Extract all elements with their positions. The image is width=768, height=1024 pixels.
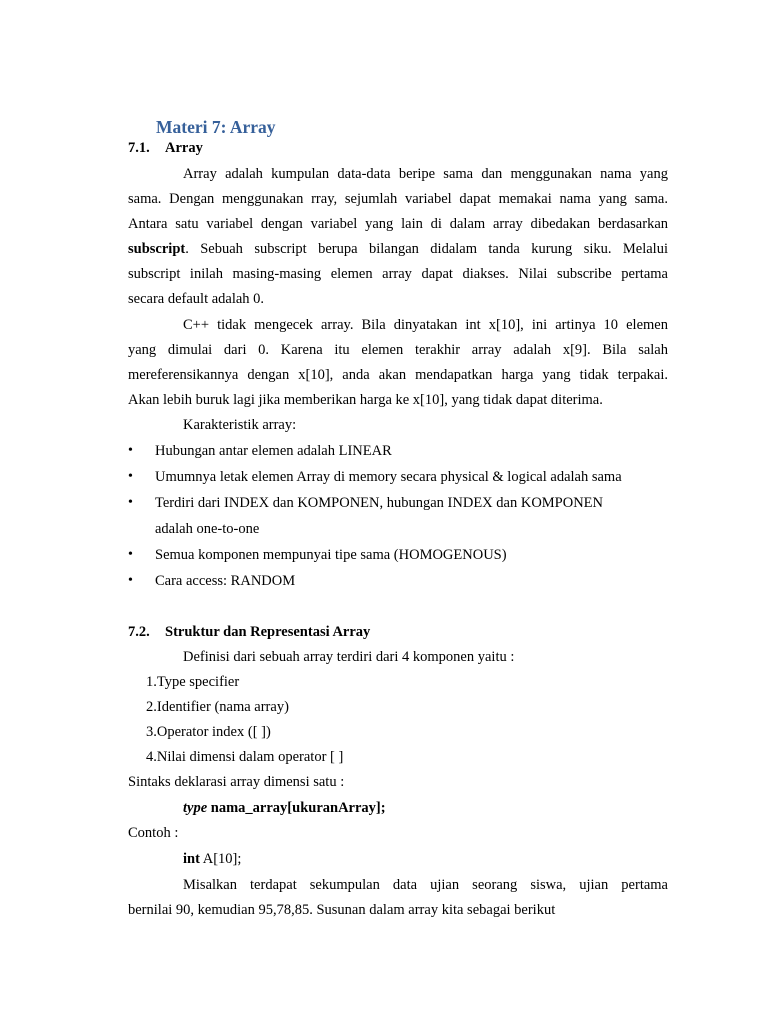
paragraph-line: Antara satu variabel dengan variabel yang lain di dalam array dibedakan berdasarkan xyxy=(128,216,668,232)
bold-term: subscript xyxy=(128,241,186,257)
paragraph-line: mereferensikannya dengan x[10], anda akan mendapatkan harga yang tidak terpakai. xyxy=(128,367,668,383)
list-item-text: Umumnya letak elemen Array di memory secara physical & logical adalah sama xyxy=(155,469,622,485)
list-item-text: adalah one-to-one xyxy=(155,521,260,537)
paragraph-line: C++ tidak mengecek array. Bila dinyatakan int x[10], ini artinya 10 elemen xyxy=(183,317,668,333)
syntax-text: nama_array[ukuranArray]; xyxy=(207,800,386,816)
paragraph-text: . Sebuah subscript berupa bilangan didalam tanda kurung siku. Melalui xyxy=(185,241,668,257)
paragraph-line: Akan lebih buruk lagi jika memberikan harga ke x[10], yang tidak dapat diterima. xyxy=(128,392,603,408)
list-item-text: Hubungan antar elemen adalah LINEAR xyxy=(155,443,392,459)
section-number: 7.1. xyxy=(128,140,150,156)
bullet-icon: • xyxy=(128,495,133,510)
paragraph-line: Array adalah kumpulan data-data beripe sama dan menggunakan nama yang xyxy=(183,166,668,182)
section-title: Array xyxy=(165,140,203,156)
numbered-item: 3.Operator index ([ ]) xyxy=(146,724,271,740)
code-line xyxy=(183,850,668,868)
paragraph-line: yang dimulai dari 0. Karena itu elemen terakhir array adalah x[9]. Bila salah xyxy=(128,342,668,358)
paragraph-line: subscript inilah masing-masing elemen array dapat diakses. Nilai subscribe pertama xyxy=(128,266,668,282)
paragraph-line: secara default adalah 0. xyxy=(128,291,265,307)
code-keyword: int xyxy=(183,851,200,867)
syntax-line xyxy=(183,799,668,817)
paragraph-line: Misalkan terdapat sekumpulan data ujian seorang siswa, ujian pertama xyxy=(183,877,668,893)
syntax-keyword: type xyxy=(183,800,208,816)
paragraph-line xyxy=(128,240,668,258)
paragraph-line: Definisi dari sebuah array terdiri dari 4 komponen yaitu : xyxy=(183,649,515,665)
numbered-item: 1.Type specifier xyxy=(146,674,240,690)
paragraph-line: sama. Dengan menggunakan rray, sejumlah variabel dapat memakai nama yang sama. xyxy=(128,191,668,207)
section-number: 7.2. xyxy=(128,624,150,640)
paragraph-line: bernilai 90, kemudian 95,78,85. Susunan dalam array kita sebagai berikut xyxy=(128,902,556,918)
section-heading-7-2 xyxy=(128,623,370,641)
section-heading-7-1 xyxy=(128,139,203,157)
numbered-item: 4.Nilai dimensi dalam operator [ ] xyxy=(146,749,344,765)
section-title: Struktur dan Representasi Array xyxy=(165,624,371,640)
paragraph-line: Contoh : xyxy=(128,825,179,841)
list-item-text: Semua komponen mempunyai tipe sama (HOMOGENOUS) xyxy=(155,547,507,563)
numbered-item: 2.Identifier (nama array) xyxy=(146,699,289,715)
paragraph-line: Sintaks deklarasi array dimensi satu : xyxy=(128,774,345,790)
list-item-text: Terdiri dari INDEX dan KOMPONEN, hubungan INDEX dan KOMPONEN xyxy=(155,495,604,511)
bullet-icon: • xyxy=(128,443,133,458)
list-item-text: Cara access: RANDOM xyxy=(155,573,296,589)
document-title: Materi 7: Array xyxy=(156,117,276,137)
karakteristik-label: Karakteristik array: xyxy=(183,417,297,433)
bullet-icon: • xyxy=(128,547,133,562)
bullet-icon: • xyxy=(128,469,133,484)
code-text: A[10]; xyxy=(199,851,242,867)
bullet-icon: • xyxy=(128,573,133,588)
